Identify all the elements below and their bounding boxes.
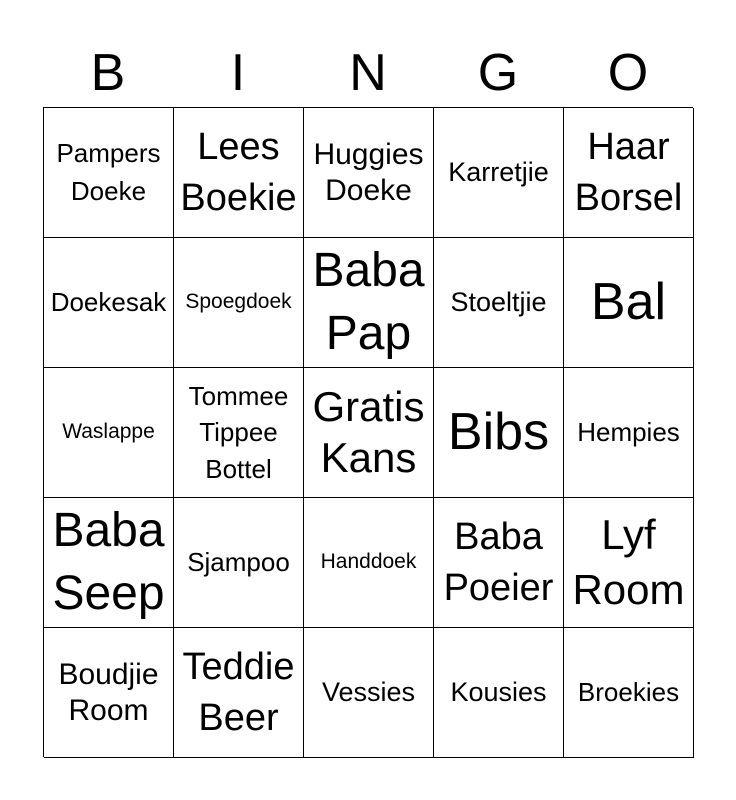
cell-label: Kousies [450,676,547,707]
cell-label: Karretjie [448,156,549,187]
cell-label: Lees Boekie [180,126,297,219]
bingo-cell[interactable] [434,108,564,238]
bingo-cell[interactable] [174,628,304,758]
bingo-cell[interactable] [44,108,174,238]
cell-label: Broekies [577,676,680,707]
bingo-cell[interactable] [44,498,174,628]
bingo-cell[interactable] [564,238,694,368]
cell-label: Boudjie Room [58,657,159,727]
header-letter-o: O [607,44,649,102]
bingo-cell[interactable] [304,498,434,628]
bingo-cell[interactable] [304,238,434,368]
bingo-cell[interactable] [434,498,564,628]
bingo-cell[interactable] [174,238,304,368]
cell-label: Bibs [447,403,550,462]
cell-label: Bal [590,273,667,332]
cell-label: Haar Borsel [574,126,683,219]
bingo-cell[interactable] [564,498,694,628]
cell-label: Spoegdoek [185,290,292,314]
bingo-cell[interactable] [434,628,564,758]
bingo-cell[interactable] [564,628,694,758]
cell-label: Teddie Beer [182,646,295,739]
cell-label: Waslappe [62,420,155,444]
cell-label: Pampers Doeke [56,137,161,206]
cell-label: Huggies Doeke [313,137,424,207]
bingo-cell[interactable] [304,628,434,758]
bingo-cell[interactable] [564,368,694,498]
bingo-cell[interactable] [304,108,434,238]
bingo-cell[interactable] [564,108,694,238]
cell-label: Vessies [321,676,416,707]
bingo-cell[interactable] [304,368,434,498]
bingo-cell[interactable] [434,368,564,498]
cell-label: Baba Poeier [443,516,554,609]
bingo-board [43,107,693,757]
cell-label: Doekesak [50,286,167,317]
cell-label: Sjampoo [187,546,290,577]
header-letter-n: N [349,44,387,102]
bingo-cell[interactable] [44,368,174,498]
header-letter-b: B [90,44,126,102]
bingo-cell[interactable] [44,628,174,758]
cell-label: Handdoek [320,550,417,574]
cell-label: Lyf Room [572,510,685,613]
bingo-cell[interactable] [174,368,304,498]
bingo-cell[interactable] [174,108,304,238]
bingo-cell[interactable] [174,498,304,628]
header-letter-g: G [477,44,519,102]
cell-label: Baba Seep [52,504,165,620]
cell-label: Tommee Tippee Bottel [188,380,289,484]
cell-label: Stoeltjie [450,286,547,317]
bingo-cell[interactable] [44,238,174,368]
header-letter-i: I [230,44,246,102]
bingo-header [43,40,693,106]
cell-label: Hempies [577,416,680,447]
cell-label: Gratis Kans [312,383,425,481]
cell-label: Baba Pap [312,244,425,360]
bingo-cell[interactable] [434,238,564,368]
